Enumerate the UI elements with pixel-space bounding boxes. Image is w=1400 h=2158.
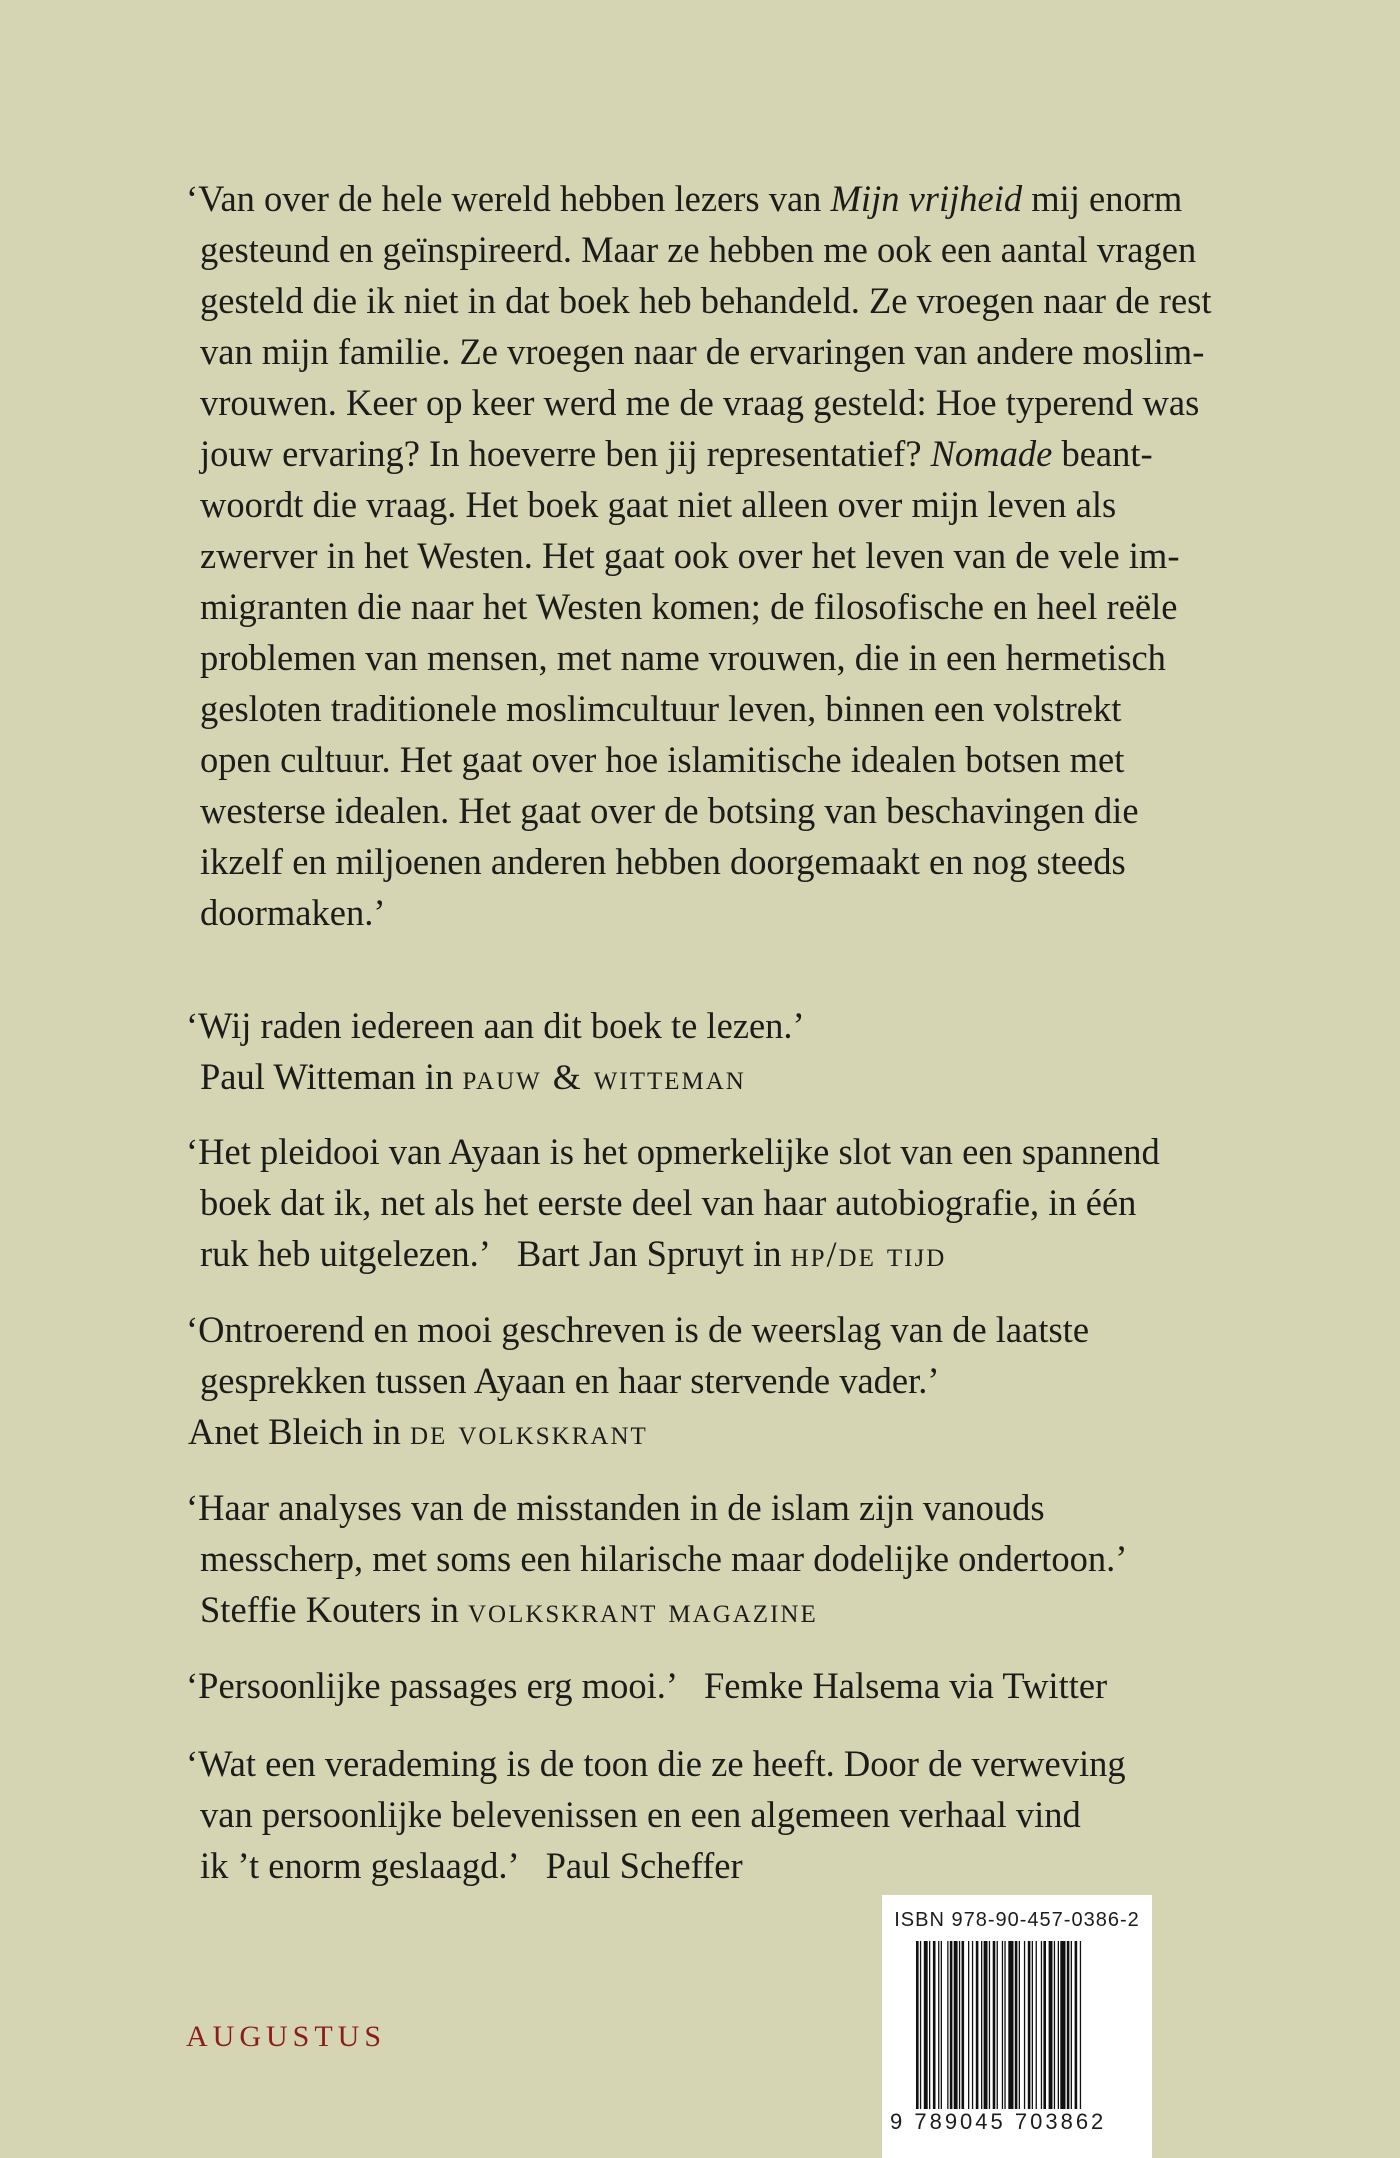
review-source: pauw & witteman <box>462 1057 746 1097</box>
review-quote: messcherp, met soms een hilarische maar dodelijke ondertoon.’ <box>200 1538 1128 1579</box>
barcode-bar <box>989 1941 990 2109</box>
barcode-bar <box>1004 1941 1005 2109</box>
review-source: de volkskrant <box>410 1412 648 1452</box>
intro-line: woordt die vraag. Het boek gaat niet alleen over mijn leven als <box>200 484 1117 525</box>
review-source: volkskrant magazine <box>467 1590 818 1630</box>
barcode-bar <box>1032 1941 1033 2109</box>
barcode-bar <box>968 1941 969 2109</box>
barcode-bar <box>929 1941 930 2109</box>
review-quote: ‘Het pleidooi van Ayaan is het opmerkelijke slot van een spannend <box>186 1131 1160 1172</box>
barcode-bar <box>1024 1941 1025 2109</box>
barcode-bar <box>1058 1941 1059 2109</box>
barcode-bar <box>1015 1941 1018 2109</box>
barcode-bar <box>1075 1941 1078 2109</box>
barcode-bar <box>1041 1941 1042 2109</box>
barcode-bars <box>916 1941 1122 2113</box>
barcode-bar <box>997 1941 998 2109</box>
isbn-barcode <box>882 1895 1152 2158</box>
intro-line: westerse idealen. Het gaat over de botsing van beschavingen die <box>200 790 1139 831</box>
review-scheffer <box>186 1738 1126 1891</box>
book-title-mijn-vrijheid: Mijn vrijheid <box>830 178 1023 219</box>
barcode-bar <box>933 1941 936 2109</box>
intro-line: jouw ervaring? In hoeverre ben jij representatief? Nomade beant- <box>200 433 1153 474</box>
review-source: hp/de tijd <box>790 1234 947 1274</box>
barcode-bar <box>972 1941 973 2109</box>
barcode-bar <box>1043 1941 1046 2109</box>
intro-line: gesteund en geïnspireerd. Maar ze hebben me ook een aantal vragen <box>200 229 1197 270</box>
review-quote: ik ’t enorm geslaagd.’ Paul Scheffer <box>200 1845 743 1886</box>
intro-line: doormaken.’ <box>200 892 386 933</box>
intro-line: vrouwen. Keer op keer werd me de vraag gesteld: Hoe typerend was <box>200 382 1200 423</box>
barcode-bar <box>1036 1941 1037 2109</box>
barcode-digits: 9 789045 703862 <box>890 2109 1107 2134</box>
barcode-bar <box>1019 1941 1020 2109</box>
review-quote: ‘Wat een verademing is de toon die ze heeft. Door de verweving <box>186 1743 1126 1784</box>
review-quote: boek dat ik, net als het eerste deel van haar autobiografie, in één <box>200 1182 1137 1223</box>
intro-line: migranten die naar het Westen komen; de filosofische en heel reële <box>200 586 1178 627</box>
barcode-bar <box>920 1941 921 2109</box>
barcode-bar <box>941 1941 942 2109</box>
barcode-bar <box>954 1941 958 2109</box>
barcode-bar <box>981 1941 982 2109</box>
barcode-bar <box>1008 1941 1013 2109</box>
intro-line: gesloten traditionele moslimcultuur leven, binnen een volstrekt <box>200 688 1122 729</box>
review-spruyt <box>186 1126 1160 1280</box>
intro-line: ‘Van over de hele wereld hebben lezers van Mijn vrijheid mij enorm <box>186 178 1183 219</box>
intro-quote <box>186 173 1266 938</box>
review-kouters <box>186 1482 1127 1636</box>
book-title-nomade: Nomade <box>930 433 1053 474</box>
barcode-bar <box>938 1941 939 2109</box>
barcode-bar <box>1071 1941 1072 2109</box>
barcode-bar <box>916 1941 919 2109</box>
review-witteman <box>186 1000 805 1103</box>
review-quote: ‘Ontroerend en mooi geschreven is de weerslag van de laatste <box>186 1309 1090 1350</box>
barcode-bar <box>959 1941 960 2109</box>
barcode-bar <box>993 1941 996 2109</box>
intro-line: ikzelf en miljoenen anderen hebben doorgemaakt en nog steeds <box>200 841 1126 882</box>
review-quote: van persoonlijke belevenissen en een algemeen verhaal vind <box>200 1794 1081 1835</box>
barcode-bar <box>947 1941 948 2109</box>
barcode-bar <box>976 1941 979 2109</box>
review-quote: ruk heb uitgelezen.’ Bart Jan Spruyt in hp/de tijd <box>200 1233 947 1274</box>
review-quote: ‘Persoonlijke passages erg mooi.’ Femke Halsema via Twitter <box>186 1665 1108 1706</box>
barcode-bar <box>1067 1941 1070 2109</box>
barcode-bar <box>1028 1941 1031 2109</box>
isbn-label: ISBN 978-90-457-0386-2 <box>894 1909 1140 1931</box>
review-quote: ‘Wij raden iedereen aan dit boek te lezen.’ <box>186 1005 805 1046</box>
review-halsema <box>186 1660 1107 1711</box>
barcode-bar <box>1080 1941 1081 2109</box>
review-attribution: Paul Witteman in pauw & witteman <box>200 1056 746 1097</box>
barcode-bar <box>1049 1941 1053 2109</box>
barcode-bar <box>962 1941 965 2109</box>
barcode-bar <box>1002 1941 1003 2109</box>
barcode-bar <box>1060 1941 1065 2109</box>
review-attribution: Paul Scheffer <box>545 1845 743 1886</box>
barcode-bar <box>950 1941 953 2109</box>
review-attribution: Steffie Kouters in volkskrant magazine <box>200 1589 818 1630</box>
intro-line: van mijn familie. Ze vroegen naar de ervaringen van andere moslim- <box>200 331 1205 372</box>
review-quote: gesprekken tussen Ayaan en haar stervende vader.’ <box>200 1360 940 1401</box>
intro-line: open cultuur. Het gaat over hoe islamitische idealen botsen met <box>200 739 1125 780</box>
intro-line: zwerver in het Westen. Het gaat ook over het leven van de vele im- <box>200 535 1180 576</box>
review-attribution: Anet Bleich in de volkskrant <box>188 1411 648 1452</box>
intro-line: problemen van mensen, met name vrouwen, die in een hermetisch <box>200 637 1166 678</box>
review-attribution: Bart Jan Spruyt in <box>516 1233 782 1274</box>
barcode-bar <box>924 1941 928 2109</box>
intro-line: gesteld die ik niet in dat boek heb behandeld. Ze vroegen naar de rest <box>200 280 1212 321</box>
review-bleich <box>186 1304 1089 1458</box>
review-attribution: Femke Halsema via Twitter <box>703 1665 1108 1706</box>
barcode-bar <box>1054 1941 1055 2109</box>
review-quote: ‘Haar analyses van de misstanden in de islam zijn vanouds <box>186 1487 1045 1528</box>
barcode-bar <box>984 1941 988 2109</box>
publisher-logo: AUGUSTUS <box>186 2020 387 2053</box>
